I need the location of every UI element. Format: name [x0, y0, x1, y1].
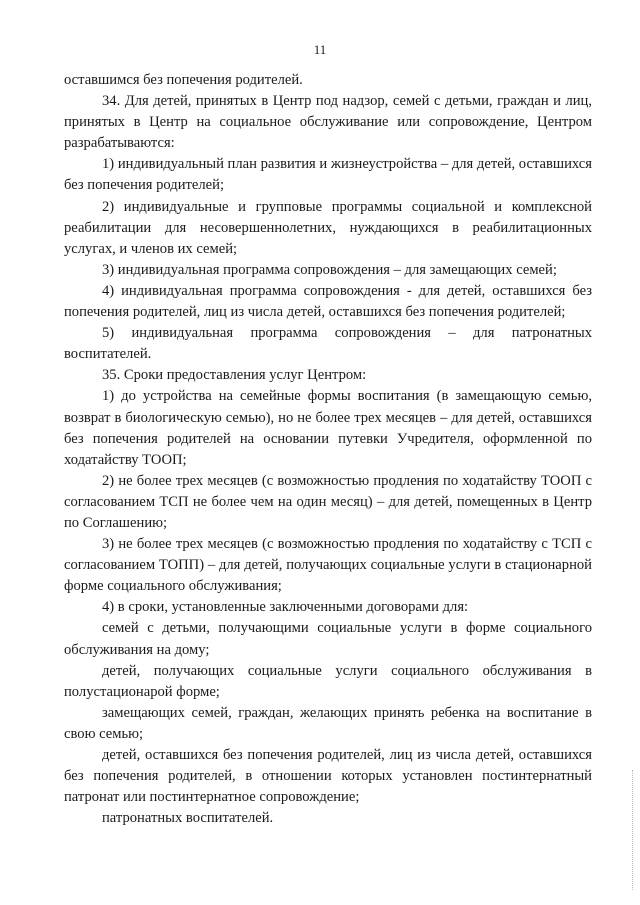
list-item-34-1: 1) индивидуальный план развития и жизнеустройства – для детей, оставшихся без попечения родителей; [64, 156, 592, 194]
list-item-34-2: 2) индивидуальные и групповые программы социальной и комплексной реабилитации для несовершеннолетних, нуждающихся в реабилитационных услугах, и членов их семей; [64, 198, 592, 257]
sub-item-orphans-postboarding: детей, оставшихся без попечения родителей, лиц из числа детей, оставшихся без попечения родителей, в отношении которых установлен постинтернатный патронат или постинтернатное сопровождение; [64, 747, 592, 806]
paragraph-section-35: 35. Сроки предоставления услуг Центром: [102, 367, 367, 384]
page-number: 11 [313, 42, 327, 57]
sub-item-families: семей с детьми, получающими социальные услуги в форме социального обслуживания на дому; [64, 620, 592, 658]
paragraph-continuation: оставшимся без попечения родителей. [64, 72, 303, 88]
list-item-35-4: 4) в сроки, установленные заключенными договорами для: [102, 599, 469, 616]
list-item-34-5: 5) индивидуальная программа сопровождения – для патронатных воспитателей. [64, 325, 592, 363]
list-item-35-1: 1) до устройства на семейные формы воспитания (в замещающую семью, возврат в биологическую семью), но не более трех месяцев – для детей, оставшихся без попечения родителей на основании путевки Учредителя, оформленной по ходатайству ТООП; [64, 388, 592, 468]
sub-item-children-semistationary: детей, получающих социальные услуги социального обслуживания в полустационарой форме; [64, 662, 592, 700]
list-item-34-3: 3) индивидуальная программа сопровождения – для замещающих семей; [102, 261, 557, 278]
sub-item-foster-families: замещающих семей, граждан, желающих принять ребенка на воспитание в свою семью; [64, 704, 592, 742]
scan-edge-mark [632, 770, 634, 890]
document-body [64, 70, 592, 829]
list-item-35-3: 3) не более трех месяцев (с возможностью продления по ходатайству с ТСП с согласованием ТОПП) – для детей, получающих социальные услуги в стационарной форме социального обслуживания; [64, 536, 592, 595]
list-item-35-2: 2) не более трех месяцев (с возможностью продления по ходатайству ТООП с согласованием ТСП не более чем на один месяц) – для детей, помещенных в Центр по Соглашению; [64, 472, 592, 531]
list-item-34-4: 4) индивидуальная программа сопровождения - для детей, оставшихся без попечения родителей, лиц из числа детей, оставшихся без попечения родителей; [64, 282, 592, 321]
paragraph-section-34: 34. Для детей, принятых в Центр под надзор, семей с детьми, граждан и лиц, принятых в Центр на социальное обслуживание или сопровождение, Центром разрабатываются: [64, 93, 592, 152]
sub-item-foster-educators: патронатных воспитателей. [102, 810, 274, 827]
